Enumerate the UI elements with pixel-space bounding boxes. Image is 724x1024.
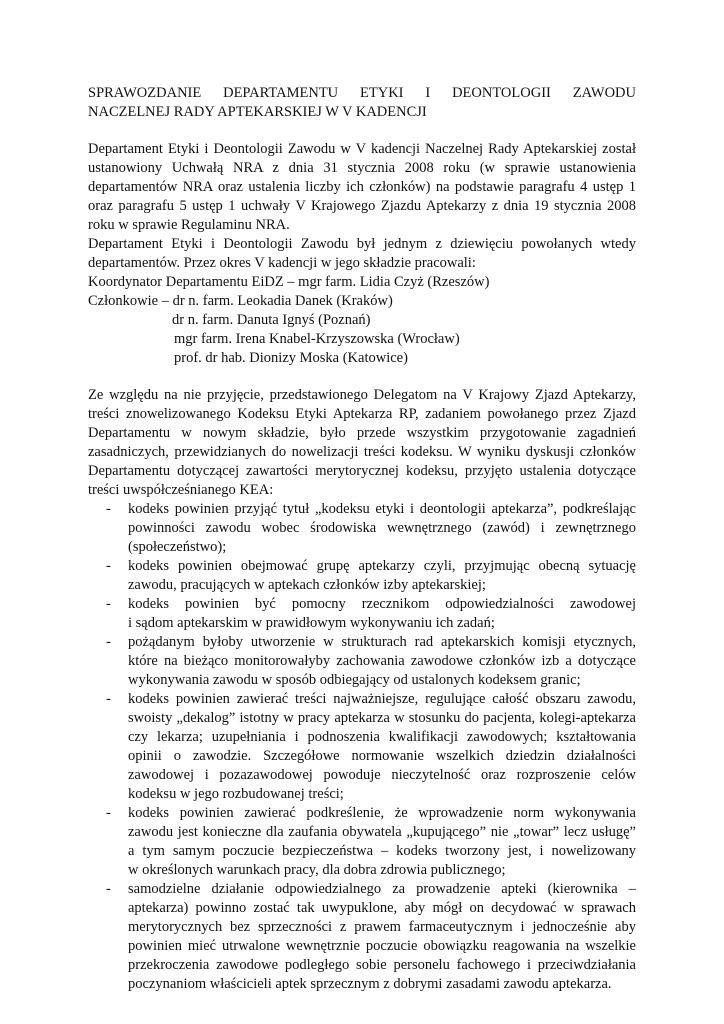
list-item-line: samodzielne działanie odpowiedzialnego za prowadzenie apteki (kierownika – (128, 881, 636, 897)
member-line: mgr farm. Irena Knabel-Krzyszowska (Wrocław) (174, 331, 460, 347)
list-item-line: czy lekarza; uzupełniania i podnoszenia kwalifikacji zawodowych; kształtowania (128, 729, 636, 745)
list-item-line: kodeks powinien przyjąć tytuł „kodeksu etyki i deontologii aptekarza”, podkreślając (128, 501, 636, 517)
list-item-line: przekroczenia zawodowe podległego sobie personelu fachowego i przeciwdziałania (128, 957, 636, 973)
list-item-line: opinii o zawodzie. Szczegółowe normowanie wszelkich dziedzin działalności (128, 748, 636, 764)
list-item-line: wykonywania zawodu w sposób odbiegający od ustalonych kodeksem granic; (128, 672, 581, 688)
intro-line: oraz paragrafu 5 ustęp 1 uchwały V Krajowego Zjazdu Aptekarzy z dnia 19 stycznia 2008 (88, 198, 636, 214)
list-item-line: kodeks powinien zawierać treści najważniejsze, regulujące całość obszaru zawodu, (128, 691, 636, 707)
intro-line: Departament Etyki i Deontologii Zawodu był jednym z dziewięciu powołanych wtedy (88, 236, 636, 252)
list-item-line: powinien mieć utrwalone wewnętrznie poczucie obowiązku reagowania na wszelkie (128, 938, 636, 954)
bullet-marker: - (106, 881, 111, 897)
list-item-line: kodeksu w jego rozbudowanej treści; (128, 786, 344, 802)
list-item-line: (społeczeństwo); (128, 539, 227, 555)
body-line: Departamentu w nowym składzie, było przede wszystkim przygotowanie zagadnień (88, 425, 636, 441)
list-item (88, 595, 636, 633)
intro-line: roku w sprawie Regulaminu NRA. (88, 217, 290, 233)
list-item-line: pożądanym byłoby utworzenie w strukturach rad aptekarskich komisji etycznych, (128, 634, 636, 650)
list-item (88, 557, 636, 595)
list-item-line: aptekarza) powinno zostać tak uwypuklone, aby mógł on decydować w sprawach (128, 900, 636, 916)
list-item-line: poczynaniom właścicieli aptek sprzecznym z dobrymi zasadami zawodu aptekarza. (128, 976, 612, 992)
bullet-marker: - (106, 634, 111, 650)
title-line-1: SPRAWOZDANIE DEPARTAMENTU ETYKI I DEONTOLOGII ZAWODU (88, 85, 636, 101)
department-composition (88, 273, 636, 368)
body-paragraph (88, 386, 636, 500)
bullet-marker: - (106, 805, 111, 821)
list-item (88, 804, 636, 880)
bullet-marker: - (106, 596, 111, 612)
list-item-line: zawodu jest konieczne dla zaufania obywatela „kupującego” nie „towar” lecz usługę” (128, 824, 636, 840)
title-line-2: NACZELNEJ RADY APTEKARSKIEJ W V KADENCJI (88, 104, 427, 120)
intro-line: departamentów NRA oraz ustalenia liczby ich członków) na podstawie paragrafu 4 ustęp 1 (88, 179, 636, 195)
spacer (88, 122, 636, 140)
intro-line: ustanowiony Uchwałą NRA z dnia 31 stycznia 2008 roku (w sprawie ustanowienia (88, 160, 636, 176)
bullet-list (88, 500, 636, 994)
spacer (88, 368, 636, 386)
list-item-line: a tym samym poczucie bezpieczeństwa – kodeks tworzony jest, i nowelizowany (128, 843, 636, 859)
list-item (88, 690, 636, 804)
list-item-line: zawodu, pracujących w aptekach członków izby aptekarskiej; (128, 577, 486, 593)
body-line: zasadniczych, przewidzianych do nowelizacji treści kodeksu. W wyniku dyskusji członków (88, 444, 636, 460)
body-line: treści znowelizowanego Kodeksu Etyki Aptekarza RP, zadaniem powołanego przez Zjazd (88, 406, 636, 422)
list-item-line: kodeks powinien obejmować grupę aptekarzy czyli, przyjmując obecną sytuację (128, 558, 636, 574)
document-page (88, 84, 636, 994)
list-item (88, 500, 636, 557)
intro-paragraph (88, 140, 636, 273)
bullet-marker: - (106, 501, 111, 517)
list-item-line: i sądom aptekarskim w prawidłowym wykonywaniu ich zadań; (128, 615, 495, 631)
list-item-line: kodeks powinien być pomocny rzecznikom odpowiedzialności zawodowej (128, 596, 636, 612)
list-item-line: powinności zawodu wobec środowiska wewnętrznego (zawód) i zewnętrznego (128, 520, 636, 536)
coordinator-line: Koordynator Departamentu EiDZ – mgr farm. Lidia Czyż (Rzeszów) (88, 274, 490, 290)
bullet-marker: - (106, 691, 111, 707)
body-line: treści uwspółcześnianego KEA: (88, 482, 274, 498)
member-line: dr n. farm. Danuta Ignyś (Poznań) (172, 312, 371, 328)
body-line: Departamentu dotyczącej zawartości merytorycznej kodeksu, przyjęto ustalenia dotyczące (88, 463, 636, 479)
intro-line: Departament Etyki i Deontologii Zawodu w V kadencji Naczelnej Rady Aptekarskiej został (88, 141, 636, 157)
list-item-line: kodeks powinien zawierać podkreślenie, że wprowadzenie norm wykonywania (128, 805, 636, 821)
members-heading-line: Członkowie – dr n. farm. Leokadia Danek (Kraków) (88, 293, 393, 309)
list-item-line: swoisty „dekalog” istotny w pracy aptekarza w stosunku do pacjenta, kolegi-aptekarza (128, 710, 636, 726)
list-item-line: w określonych warunkach pracy, dla dobra zdrowia publicznego; (128, 862, 506, 878)
document-title (88, 84, 636, 122)
list-item-line: które na bieżąco monitorowałyby zachowania zawodowe członków izb a dotyczące (128, 653, 636, 669)
body-line: Ze względu na nie przyjęcie, przedstawionego Delegatom na V Krajowy Zjazd Aptekarzy, (88, 387, 636, 403)
bullet-marker: - (106, 558, 111, 574)
list-item-line: merytorycznych bez sprzeczności z prawem farmaceutycznym i jednocześnie aby (128, 919, 636, 935)
list-item (88, 880, 636, 994)
member-line: prof. dr hab. Dionizy Moska (Katowice) (174, 350, 408, 366)
list-item-line: zawodowej i pozazawodowej powoduje nieczytelność oraz rozproszenie celów (128, 767, 636, 783)
list-item (88, 633, 636, 690)
intro-line: departamentów. Przez okres V kadencji w jego składzie pracowali: (88, 255, 476, 271)
